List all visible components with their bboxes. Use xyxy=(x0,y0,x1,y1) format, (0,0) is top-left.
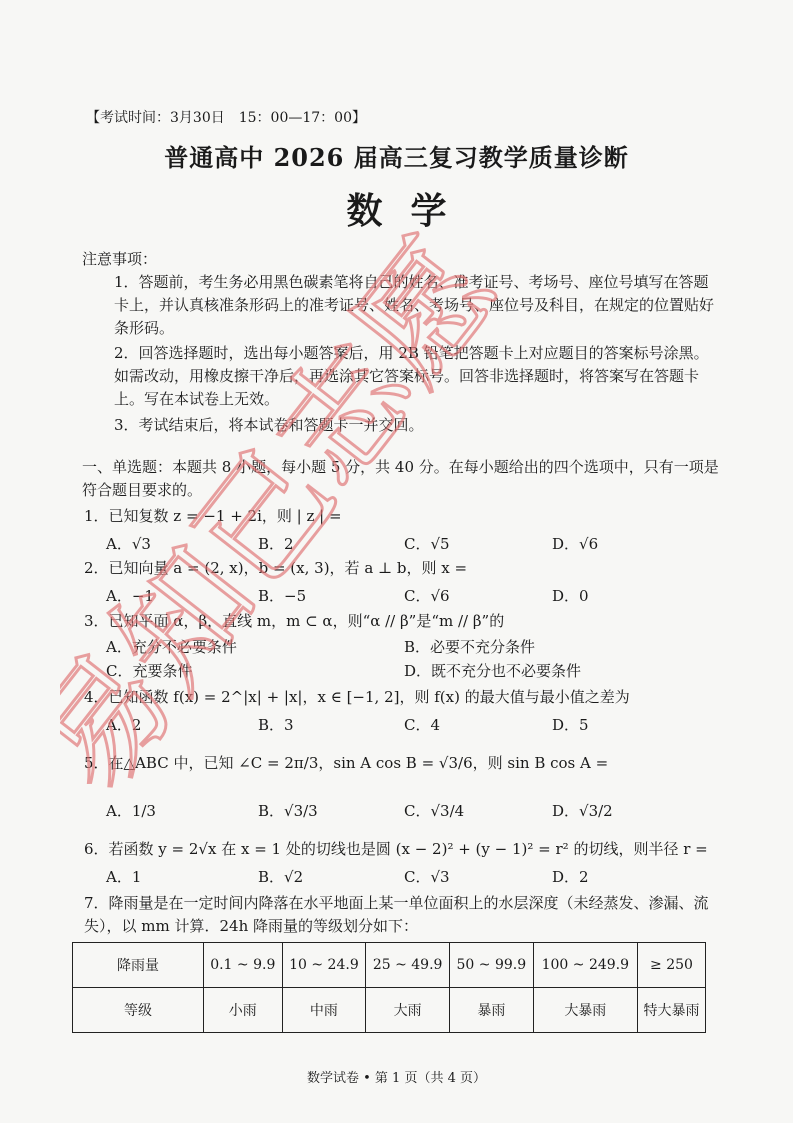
exam-title: 普通高中 2026 届高三复习教学质量诊断 xyxy=(164,143,629,172)
table-row xyxy=(73,943,706,988)
table-row xyxy=(73,988,706,1033)
option: B．−5 xyxy=(258,587,307,605)
question-stem: 5．在△ABC 中，已知 ∠C = 2π/3，sin A cos B = √3/6，则 sin B cos A = xyxy=(84,754,609,772)
watermark-text: 易知已志愿 xyxy=(60,213,525,820)
table-cell: 大暴雨 xyxy=(533,988,637,1033)
option: A．1/3 xyxy=(106,802,156,820)
option: C．√3 xyxy=(404,868,450,886)
table-cell: 50 ~ 99.9 xyxy=(449,943,533,988)
notice-item: 3．考试结束后，将本试卷和答题卡一并交回。 xyxy=(114,416,424,434)
option: B．√2 xyxy=(258,868,304,886)
question-stem: 1．已知复数 z = −1 + 2i，则 | z | = xyxy=(84,507,342,525)
table-cell: 暴雨 xyxy=(449,988,533,1033)
question-stem: 4．已知函数 f(x) = 2^|x| + |x|，x ∈ [−1, 2]，则 f(x) 的最大值与最小值之差为 xyxy=(84,688,630,706)
notice-item: 1．答题前，考生务必用黑色碳素笔将自己的姓名、准考证号、考场号、座位号填写在答题卡上，并认真核准条形码上的准考证号、姓名、考场号、座位号及科目，在规定的位置贴好条形码。 xyxy=(114,273,715,337)
table-cell: 等级 xyxy=(73,988,204,1033)
option: C．充要条件 xyxy=(106,662,193,680)
table-cell: 大雨 xyxy=(366,988,450,1033)
option: D．2 xyxy=(552,868,589,886)
option: D．5 xyxy=(552,716,589,734)
question-stem: 7．降雨量是在一定时间内降落在水平地面上某一单位面积上的水层深度（未经蒸发、渗漏、流失），以 mm 计算．24h 降雨量的等级划分如下： xyxy=(84,894,709,935)
table-cell: 10 ~ 24.9 xyxy=(282,943,366,988)
table-cell: 降雨量 xyxy=(73,943,204,988)
subject-title: 数学 xyxy=(346,190,475,232)
rainfall-table xyxy=(72,942,706,1033)
option: A．充分不必要条件 xyxy=(106,638,237,656)
question-stem: 3．已知平面 α，β，直线 m，m ⊂ α，则“α // β”是“m // β”的 xyxy=(84,612,505,630)
section-heading: 一、单选题：本题共 8 小题，每小题 5 分，共 40 分。在每小题给出的四个选项中，只有一项是符合题目要求的。 xyxy=(82,458,719,499)
option: C．√5 xyxy=(404,535,450,553)
table-cell: 特大暴雨 xyxy=(637,988,705,1033)
exam-time: 【考试时间：3月30日 15：00—17：00】 xyxy=(86,110,366,126)
option: D．既不充分也不必要条件 xyxy=(404,662,582,680)
notice-item: 2．回答选择题时，选出每小题答案后，用 2B 铅笔把答题卡上对应题目的答案标号涂黑。如需改动，用橡皮擦干净后，再选涂其它答案标号。回答非选择题时，将答案写在答题卡上。写在本试卷上无效。 xyxy=(114,344,709,408)
option: C．4 xyxy=(404,716,441,734)
option: D．√6 xyxy=(552,535,599,553)
table-cell: ≥ 250 xyxy=(637,943,705,988)
page-footer: 数学试卷 • 第 1 页（共 4 页） xyxy=(306,1071,486,1086)
table-cell: 0.1 ~ 9.9 xyxy=(204,943,283,988)
option: B．√3/3 xyxy=(258,802,318,820)
notice-title: 注意事项： xyxy=(82,250,158,268)
option: A．−1 xyxy=(106,587,154,605)
option: A．1 xyxy=(106,868,142,886)
option: B．必要不充分条件 xyxy=(404,638,536,656)
table-cell: 25 ~ 49.9 xyxy=(366,943,450,988)
option: C．√6 xyxy=(404,587,450,605)
option: D．0 xyxy=(552,587,589,605)
option: C．√3/4 xyxy=(404,802,465,820)
question-stem: 2．已知向量 a = (2, x)，b = (x, 3)，若 a ⊥ b，则 x = xyxy=(84,559,468,577)
option: B．2 xyxy=(258,535,294,553)
option: A．√3 xyxy=(106,535,151,553)
option: A．2 xyxy=(106,716,142,734)
table-cell: 中雨 xyxy=(282,988,366,1033)
option: D．√3/2 xyxy=(552,802,613,820)
table-cell: 100 ~ 249.9 xyxy=(533,943,637,988)
question-stem: 6．若函数 y = 2√x 在 x = 1 处的切线也是圆 (x − 2)² + (y − 1)² = r² 的切线，则半径 r = xyxy=(84,840,708,858)
option: B．3 xyxy=(258,716,294,734)
table-cell: 小雨 xyxy=(204,988,283,1033)
